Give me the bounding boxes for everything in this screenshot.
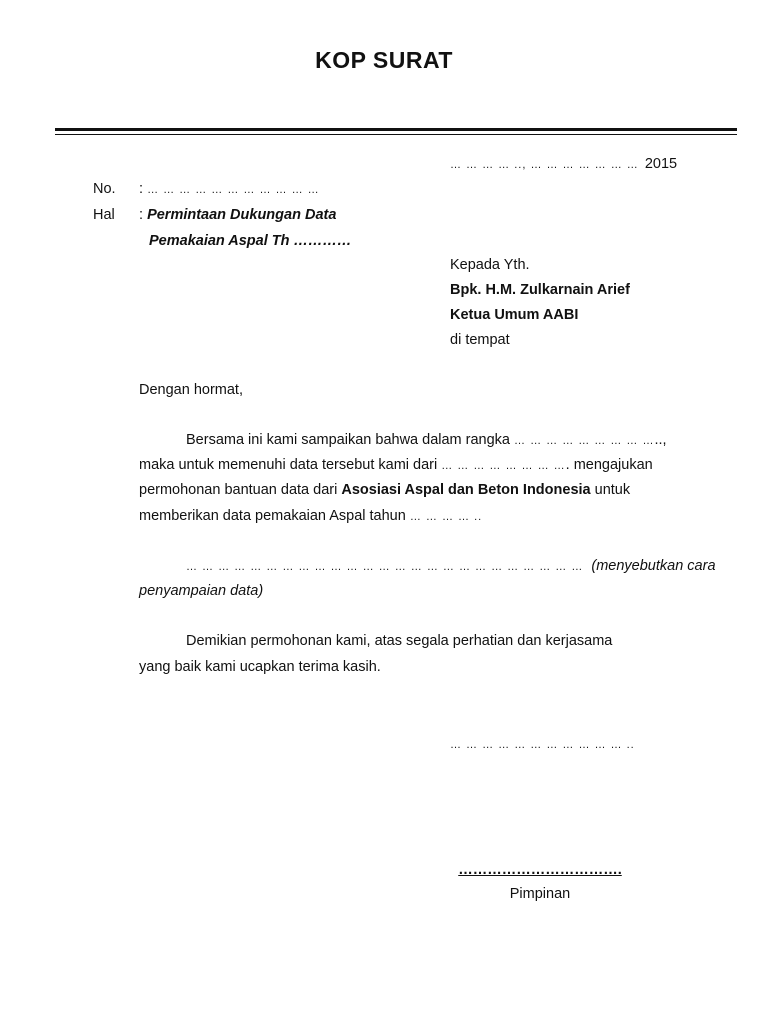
closing-placeholder: … … … … … … … … … … … .. — [450, 739, 635, 751]
subject-text-2: Pemakaian Aspal Th — [149, 233, 290, 249]
number-value: … … … … … … … … … … … — [147, 184, 320, 196]
recipient-place: di tempat — [450, 332, 510, 348]
p2-l1-ital: (menyebutkan cara — [591, 558, 716, 574]
p1-l1-end: .., — [654, 432, 667, 448]
p1-l3-end: untuk — [594, 482, 631, 498]
signature-line: ……………………………. — [458, 862, 622, 878]
p2-dots: … … … … … … … … … … … … … … … … … … … … … … … … … — [186, 561, 584, 573]
p1-l4-text: memberikan data pemakaian Aspal tahun — [139, 508, 406, 524]
number-colon: : — [139, 181, 144, 197]
paragraph-1-line-3 — [139, 482, 630, 498]
p1-l3-text: permohonan bantuan data dari — [139, 482, 338, 498]
subject-line-2 — [149, 233, 352, 249]
subject-year-dots: ………… — [293, 233, 352, 249]
subject-label: Hal — [93, 207, 115, 223]
paragraph-3-line-1: Demikian permohonan kami, atas segala perhatian dan kerjasama — [186, 633, 613, 649]
recipient-greeting: Kepada Yth. — [450, 257, 530, 273]
subject-text-1: Permintaan Dukungan Data — [147, 207, 337, 223]
paragraph-1-line-2 — [139, 457, 653, 473]
p1-l2-text: maka untuk memenuhi data tersebut kami dari — [139, 457, 438, 473]
p1-l4-dots: … … … … .. — [409, 511, 483, 523]
paragraph-1-line-1 — [186, 432, 667, 448]
p1-l1-text: Bersama ini kami sampaikan bahwa dalam rangka — [186, 432, 510, 448]
paragraph-2-line-2: penyampaian data) — [139, 583, 264, 599]
paragraph-2-line-1 — [186, 558, 716, 574]
letterhead-rule-thick — [55, 128, 737, 131]
letterhead-rule-thin — [55, 134, 737, 135]
date-year: 2015 — [644, 156, 678, 172]
paragraph-3-line-2: yang baik kami ucapkan terima kasih. — [139, 659, 381, 675]
letterhead-title: KOP SURAT — [315, 47, 453, 73]
paragraph-1-line-4 — [139, 508, 482, 524]
recipient-name: Bpk. H.M. Zulkarnain Arief — [450, 282, 630, 298]
p1-l1-dots: … … … … … … … … … — [514, 435, 655, 447]
p1-l3-org: Asosiasi Aspal dan Beton Indonesia — [341, 482, 591, 498]
signatory-role: Pimpinan — [509, 886, 571, 902]
p1-l2-dots: … … … … … … … … — [441, 460, 566, 472]
recipient-title: Ketua Umum AABI — [450, 307, 579, 323]
date-line — [450, 156, 677, 172]
subject-colon: : — [139, 207, 144, 223]
number-field — [139, 181, 320, 197]
salutation: Dengan hormat, — [139, 382, 243, 398]
subject-line-1 — [139, 207, 336, 223]
number-label: No. — [93, 181, 116, 197]
p1-l2-end: . mengajukan — [565, 457, 653, 473]
date-placeholder: … … … … .., … … … … … … … — [450, 159, 639, 171]
